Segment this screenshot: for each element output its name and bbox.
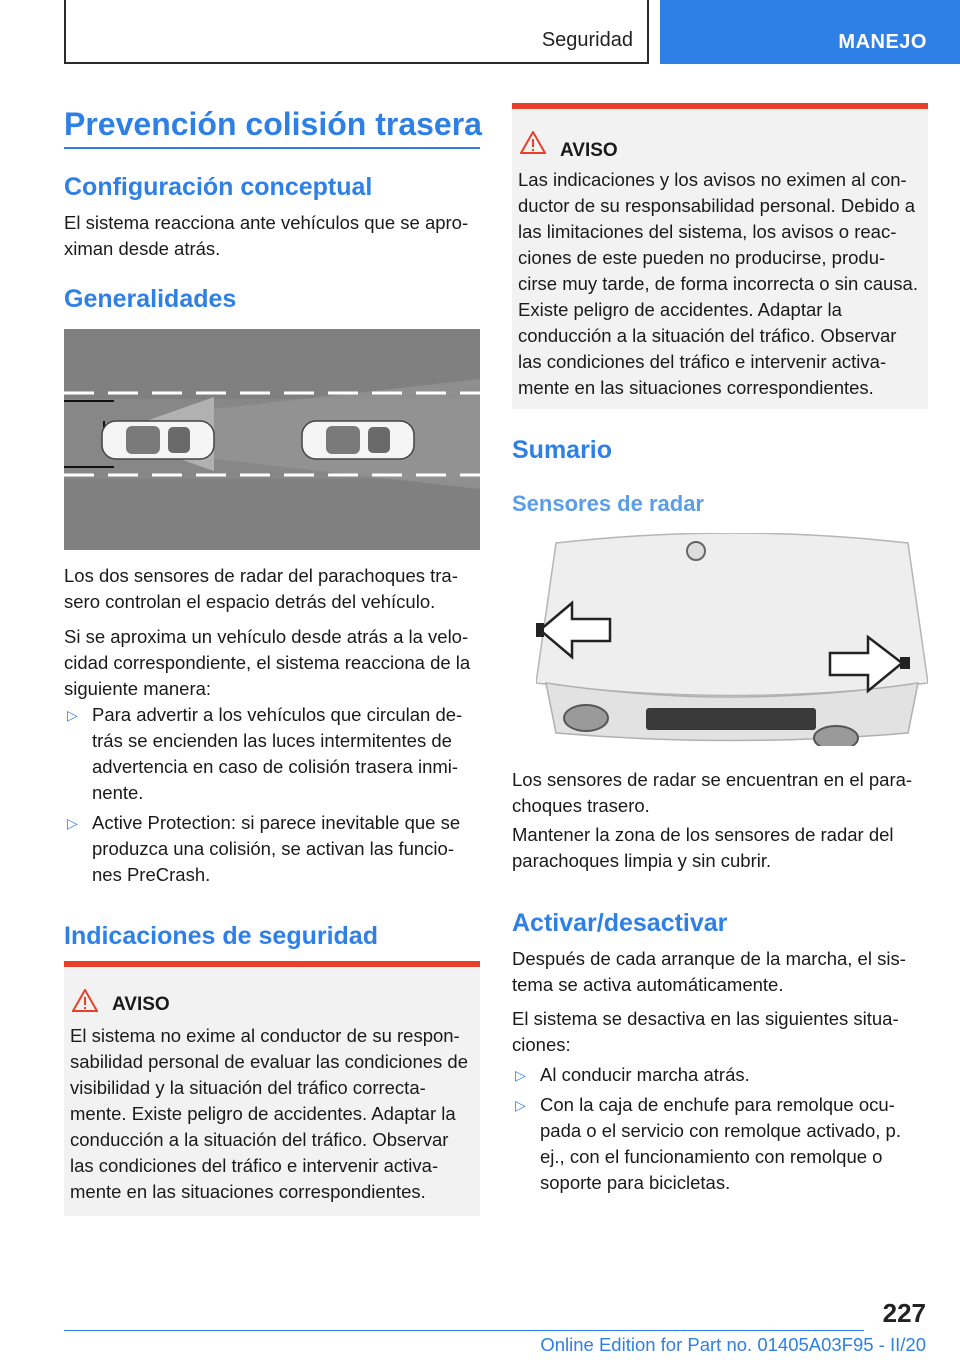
- bumper-illustration: [536, 533, 928, 746]
- car-approaching: [302, 421, 414, 459]
- activate-text-1: Después de cada arranque de la marcha, el sis-tema se activa automáticamente.: [512, 948, 906, 995]
- warning-box-2: [512, 103, 928, 409]
- footer-edition-link[interactable]: Online Edition for Part no. 01405A03F95 - II/20: [540, 1334, 926, 1355]
- activate-bullet-2: ▷ Con la caja de enchufe para remolque ocu-pada o el servicio con remolque activado, p. ej., con el funcionamiento con remolque o soporte para bicicletas.: [515, 1094, 901, 1193]
- concept-heading: Configuración conceptual: [64, 173, 373, 201]
- warning-text-1: El sistema no exime al conductor de su respon-sabilidad personal de evaluar las condiciones de visibilidad y la situación del tráfico correcta-mente. Existe peligro de accidentes. Adaptar la conducción a la situación del tráfico. Observar las condiciones del tráfico e intervenir activa-mente en las situaciones correspondientes.: [70, 1025, 469, 1202]
- bullet-triangle-icon: ▷: [67, 815, 78, 831]
- general-text-1: Los dos sensores de radar del parachoques tra-sero controlan el espacio detrás del vehículo.: [64, 565, 458, 612]
- header-tab-label: MANEJO: [838, 31, 927, 53]
- general-heading: Generalidades: [64, 285, 237, 313]
- title-rule: [64, 147, 480, 149]
- warning-text-2: Las indicaciones y los avisos no eximen al con-ductor de su responsabilidad personal. Debido a las limitaciones del sistema, los avisos o reac-ciones de este pueden no producirse, produ-cirse muy tarde, de forma incorrecta o sin causa. Existe peligro de accidentes. Adaptar la conducción a la situación del tráfico. Observar las condiciones del tráfico e intervenir activa-mente en las situaciones correspondientes.: [518, 169, 918, 398]
- warning-title-2: AVISO: [560, 140, 618, 161]
- summary-text-2: Mantener la zona de los sensores de radar del parachoques limpia y sin cubrir.: [512, 824, 894, 871]
- safety-heading: Indicaciones de seguridad: [64, 922, 378, 950]
- warning-triangle-icon: [520, 131, 546, 154]
- activate-bullet-1: ▷ Al conducir marcha atrás.: [512, 1062, 928, 1088]
- warning-box-1: [64, 961, 480, 1216]
- activate-text-2: El sistema se desactiva en las siguientes situa-ciones:: [512, 1008, 899, 1055]
- bullet-triangle-icon: ▷: [67, 707, 78, 723]
- general-bullet-1: ▷ Para advertir a los vehículos que circulan de-trás se encienden las luces intermitentes de advertencia en caso de colisión trasera inmi-nente.: [67, 704, 463, 803]
- summary-text-1: Los sensores de radar se encuentran en el para-choques trasero.: [512, 769, 913, 816]
- general-bullet-2: ▷ Active Protection: si parece inevitable que se produzca una colisión, se activan las funcio-nes PreCrash.: [67, 812, 461, 885]
- header-tab-manejo[interactable]: [660, 0, 960, 64]
- header-frame: [64, 0, 649, 64]
- car-rear: [102, 421, 214, 459]
- warning-triangle-icon: [72, 989, 98, 1012]
- page-title: Prevención colisión trasera: [64, 106, 482, 142]
- concept-text: El sistema reacciona ante vehículos que se apro-ximan desde atrás.: [64, 212, 469, 259]
- activate-heading: Activar/desactivar: [512, 909, 728, 937]
- radar-subheading: Sensores de radar: [512, 491, 704, 516]
- bullet-triangle-icon: ▷: [515, 1097, 526, 1113]
- bullet-triangle-icon: ▷: [515, 1067, 526, 1083]
- general-text-2: Si se aproxima un vehículo desde atrás a la velo-cidad correspondiente, el sistema reacciona de la siguiente manera:: [64, 626, 471, 699]
- road-diagram: [64, 329, 480, 550]
- summary-heading: Sumario: [512, 436, 613, 464]
- page-number: 227: [882, 1298, 926, 1328]
- warning-title-1: AVISO: [112, 994, 170, 1015]
- footer-rule: [64, 1330, 864, 1331]
- header-section-label: Seguridad: [541, 29, 633, 51]
